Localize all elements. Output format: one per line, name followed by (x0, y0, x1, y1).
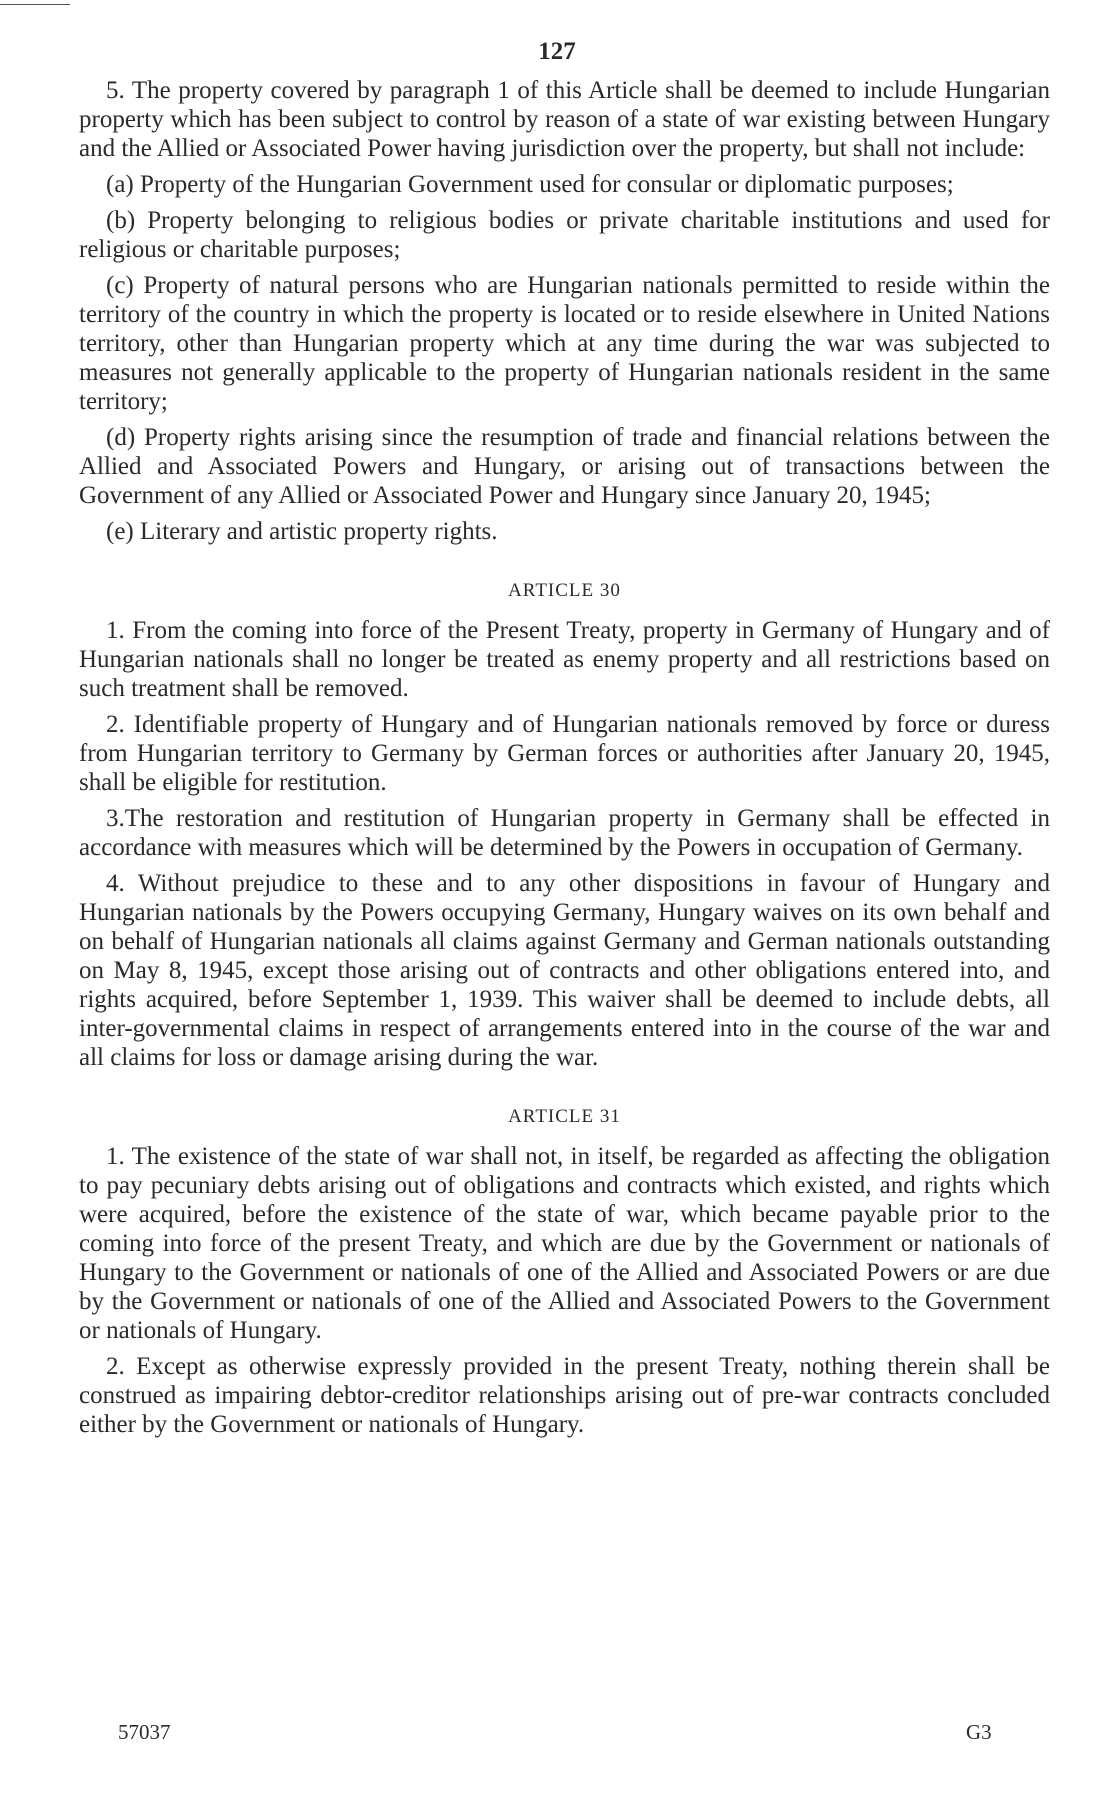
top-rule (0, 4, 70, 5)
article-31-heading: ARTICLE 31 (508, 1106, 621, 1127)
signature-mark: G3 (966, 1720, 992, 1744)
page-number: 127 (538, 38, 576, 65)
article-30-paragraph-2: 2. Identifiable property of Hungary and of Hungarian nationals removed by force or duress from Hungarian territory to Germany by German forces or authorities after January 20, 1945, shall be eligible for restitution. (79, 711, 1050, 796)
article-30-paragraph-4: 4. Without prejudice to these and to any other dispositions in favour of Hungary and Hungarian nationals by the Powers occupying Germany, Hungary waives on its own behalf and on behalf of Hungarian nationals all claims against Germany and German nationals outstanding on May 8, 1945, except those arising out of contracts and other obligations entered into, and rights acquired, before September 1, 1939. This waiver shall be deemed to include debts, all inter-governmental claims in respect of arrangements entered into in the course of the war and all claims for loss or damage arising during the war. (79, 870, 1050, 1071)
article-30-heading: ARTICLE 30 (508, 580, 621, 601)
paragraph-5: 5. The property covered by paragraph 1 of this Article shall be deemed to include Hungarian property which has been subject to control by reason of a state of war existing between Hungary and the Allied or Associated Power having jurisdiction over the property, but shall not include: (79, 77, 1050, 162)
page-body (79, 76, 1050, 1446)
item-e: (e) Literary and artistic property rights. (106, 518, 498, 545)
item-c: (c) Property of natural persons who are Hungarian nationals permitted to reside within the territory of the country in which the property is located or to reside elsewhere in United Nations territory, other than Hungarian property which at any time during the war was subjected to measures not generally applicable to the property of Hungarian nationals resident in the same territory; (79, 272, 1050, 415)
article-30-paragraph-3: 3.The restoration and restitution of Hungarian property in Germany shall be effected in accordance with measures which will be determined by the Powers in occupation of Germany. (79, 805, 1050, 861)
item-d: (d) Property rights arising since the resumption of trade and financial relations between the Allied and Associated Powers and Hungary, or arising out of transactions between the Government of any Allied or Associated Power and Hungary since January 20, 1945; (79, 424, 1050, 509)
item-b: (b) Property belonging to religious bodies or private charitable institutions and used for religious or charitable purposes; (79, 207, 1050, 263)
article-31-paragraph-2: 2. Except as otherwise expressly provided in the present Treaty, nothing therein shall be construed as impairing debtor-creditor relationships arising out of pre-war contracts concluded either by the Government or nationals of Hungary. (79, 1353, 1050, 1438)
item-a: (a) Property of the Hungarian Government used for consular or diplomatic purposes; (106, 171, 954, 198)
article-30-paragraph-1: 1. From the coming into force of the Present Treaty, property in Germany of Hungary and of Hungarian nationals shall no longer be treated as enemy property and all restrictions based on such treatment shall be removed. (79, 617, 1050, 702)
article-31-paragraph-1: 1. The existence of the state of war shall not, in itself, be regarded as affecting the obligation to pay pecuniary debts arising out of obligations and contracts which existed, and rights which were acquired, before the existence of the state of war, which became payable prior to the coming into force of the present Treaty, and which are due by the Government or nationals of Hungary to the Government or nationals of one of the Allied and Associated Powers or are due by the Government or nationals of one of the Allied and Associated Powers to the Government or nationals of Hungary. (79, 1143, 1050, 1344)
print-code: 57037 (118, 1720, 171, 1744)
